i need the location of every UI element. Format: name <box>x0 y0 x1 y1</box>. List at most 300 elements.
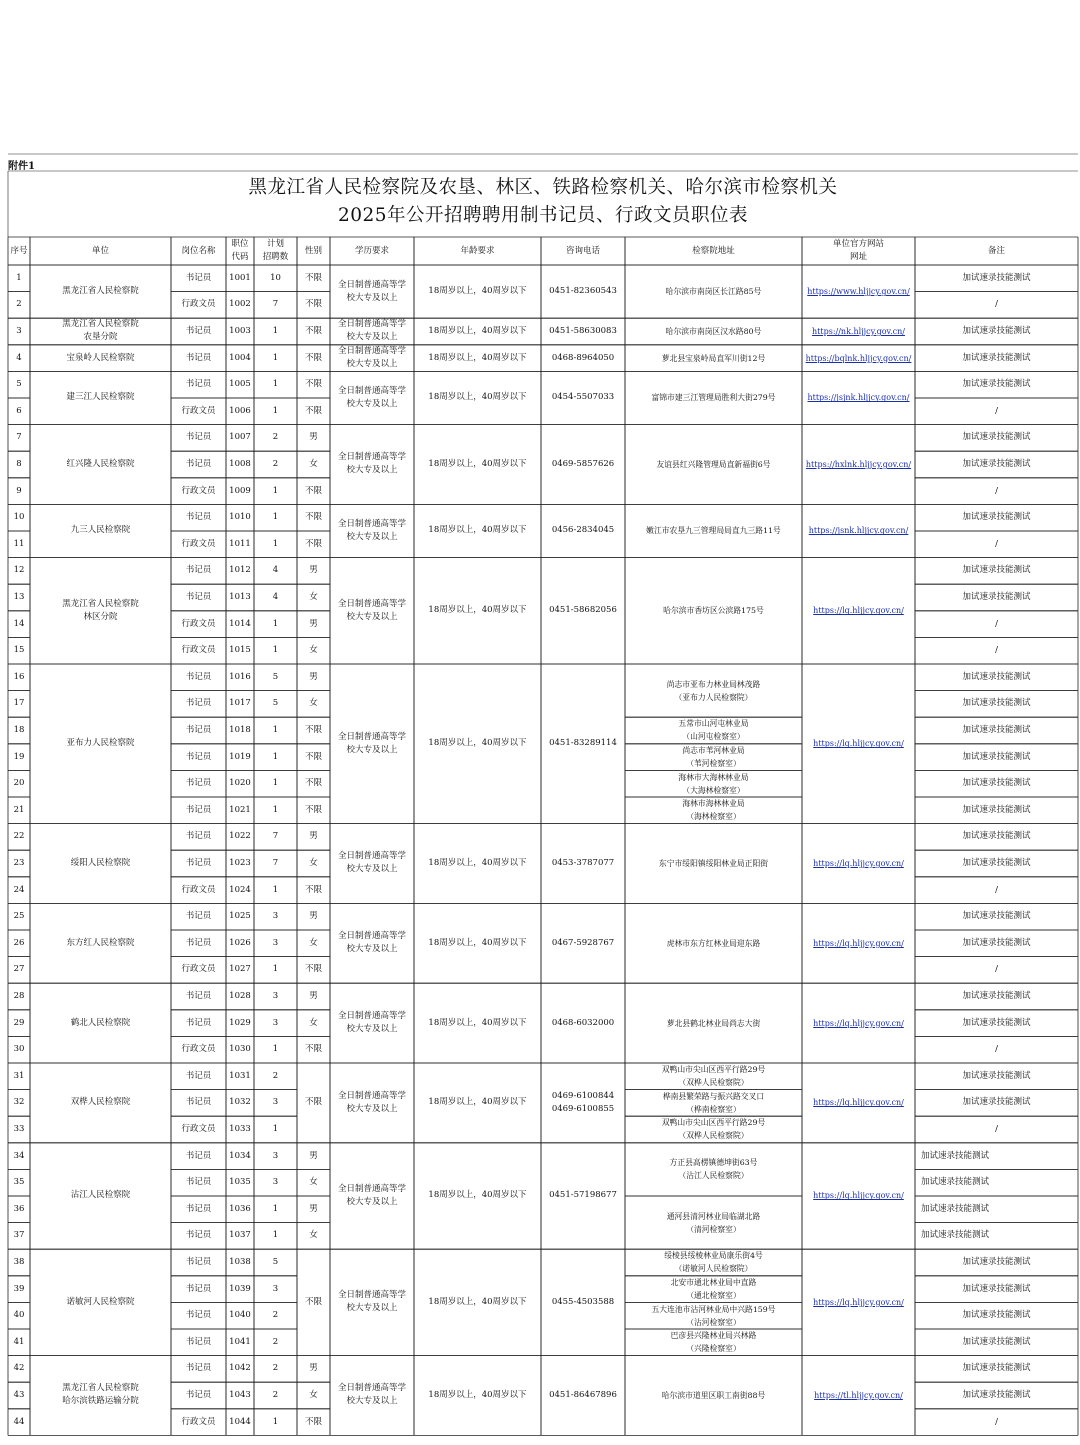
row-count: 7 <box>272 831 279 842</box>
row-code: 1030 <box>229 1044 251 1055</box>
unit-name: 红兴隆人民检察院 <box>66 458 135 469</box>
row-code: 1043 <box>229 1389 251 1400</box>
row-remark: 加试速录技能测试 <box>962 724 1031 735</box>
row-code: 1034 <box>229 1150 251 1161</box>
unit-name: 黑龙江省人民检察院 林区分院 <box>62 598 139 622</box>
contact-phone: 0451-58630083 <box>549 325 617 336</box>
contact-phone: 0455-4503588 <box>551 1296 615 1307</box>
row-position: 书记员 <box>185 1203 212 1214</box>
row-remark: 加试速录技能测试 <box>962 458 1031 469</box>
procuratorate-address: 海林市大海林林业局 （大海林检察室） <box>678 772 749 795</box>
row-sex: 女 <box>309 857 318 868</box>
row-seq: 27 <box>13 964 25 975</box>
age-requirement: 18周岁以上，40周岁以下 <box>428 857 527 868</box>
row-position: 书记员 <box>185 1283 212 1294</box>
row-count: 1 <box>272 485 279 496</box>
procuratorate-address: 海林市海林林业局 （海林检察室） <box>682 799 745 822</box>
row-position: 行政文员 <box>181 645 216 656</box>
row-seq: 3 <box>16 325 22 336</box>
contact-phone: 0467-5928767 <box>551 937 615 948</box>
row-seq: 14 <box>13 618 25 629</box>
row-position: 书记员 <box>185 911 212 922</box>
official-website-link[interactable]: https://lq.hljjcy.gov.cn/ <box>813 606 904 616</box>
row-position: 行政文员 <box>181 618 216 629</box>
row-remark: / <box>995 964 998 975</box>
official-website-link[interactable]: https://hxlnk.hljjcy.gov.cn/ <box>805 459 912 469</box>
contact-phone: 0454-5507033 <box>551 392 615 403</box>
row-position: 行政文员 <box>181 884 216 895</box>
row-seq: 8 <box>16 458 22 469</box>
row-seq: 34 <box>13 1150 25 1161</box>
official-website-link[interactable]: https://www.hljjcy.gov.cn/ <box>807 287 910 297</box>
row-code: 1009 <box>229 485 251 496</box>
official-website-link[interactable]: https://lq.hljjcy.gov.cn/ <box>813 739 904 749</box>
official-website-link[interactable]: https://lq.hljjcy.gov.cn/ <box>813 1297 904 1307</box>
procuratorate-address: 哈尔滨市道里区职工南街88号 <box>661 1390 766 1400</box>
row-code: 1018 <box>229 724 251 735</box>
row-position: 行政文员 <box>181 485 216 496</box>
row-seq: 30 <box>13 1044 25 1055</box>
row-remark: 加试速录技能测试 <box>962 1363 1031 1374</box>
header-seq: 序号 <box>10 245 28 256</box>
age-requirement: 18周岁以上，40周岁以下 <box>428 1389 527 1400</box>
education-requirement: 全日制普通高等学 校大专及以上 <box>337 851 406 875</box>
row-count: 1 <box>272 645 279 656</box>
row-position: 书记员 <box>185 990 212 1001</box>
contact-phone: 0453-3787077 <box>551 857 615 868</box>
row-count: 5 <box>272 1256 279 1267</box>
row-code: 1026 <box>229 937 251 948</box>
row-count: 3 <box>272 1017 279 1028</box>
row-remark: 加试速录技能测试 <box>962 804 1031 815</box>
row-code: 1029 <box>229 1017 251 1028</box>
procuratorate-address: 五大连池市沾河林业局中兴路159号 （沾河检察室） <box>651 1304 776 1327</box>
contact-phone: 0468-6032000 <box>551 1017 615 1028</box>
education-requirement: 全日制普通高等学 校大专及以上 <box>337 385 406 409</box>
row-code: 1025 <box>229 911 251 922</box>
row-count: 3 <box>272 1283 279 1294</box>
row-position: 书记员 <box>185 1389 212 1400</box>
row-count: 3 <box>272 937 279 948</box>
row-remark: / <box>995 405 998 416</box>
procuratorate-address: 五常市山河屯林业局 （山河屯检察室） <box>678 719 749 742</box>
procuratorate-address: 尚志市亚布力林业局林茂路 （亚布力人民检察院） <box>666 679 761 702</box>
row-count: 1 <box>272 778 279 789</box>
row-sex: 不限 <box>304 325 322 336</box>
row-sex: 不限 <box>304 379 322 390</box>
row-remark: 加试速录技能测试 <box>962 565 1031 576</box>
row-code: 1042 <box>229 1363 251 1374</box>
contact-phone: 0468-8964050 <box>551 352 615 363</box>
row-seq: 41 <box>13 1336 25 1347</box>
row-sex: 男 <box>309 831 318 842</box>
row-sex: 不限 <box>304 964 322 975</box>
row-count: 3 <box>272 990 279 1001</box>
row-remark: / <box>995 884 998 895</box>
official-website-link[interactable]: https://bqlnk.hljjcy.gov.cn/ <box>805 353 912 363</box>
row-count: 2 <box>272 1310 279 1321</box>
procuratorate-address: 巴彦县兴隆林业局兴林路 （兴隆检察室） <box>670 1331 757 1354</box>
row-count: 7 <box>272 857 279 868</box>
row-remark: 加试速录技能测试 <box>962 512 1031 523</box>
row-remark: 加试速录技能测试 <box>962 591 1031 602</box>
header-position: 岗位名称 <box>181 245 216 256</box>
row-remark: 加试速录技能测试 <box>962 831 1031 842</box>
row-remark: 加试速录技能测试 <box>962 911 1031 922</box>
unit-name: 东方红人民检察院 <box>66 937 135 948</box>
row-count: 10 <box>270 272 281 283</box>
row-seq: 17 <box>13 698 25 709</box>
procuratorate-address: 萝北县宝泉岭局直军川街12号 <box>661 353 766 363</box>
row-count: 4 <box>272 565 279 576</box>
row-position: 书记员 <box>185 1256 212 1267</box>
row-count: 1 <box>272 964 279 975</box>
row-remark: 加试速录技能测试 <box>962 778 1031 789</box>
row-code: 1041 <box>229 1336 251 1347</box>
contact-phone: 0451-58682056 <box>549 605 617 616</box>
contact-phone: 0451-57198677 <box>549 1190 617 1201</box>
row-position: 书记员 <box>185 458 212 469</box>
row-code: 1002 <box>229 299 251 310</box>
unit-name: 亚布力人民检察院 <box>66 738 135 749</box>
row-code: 1005 <box>229 379 251 390</box>
age-requirement: 18周岁以上，40周岁以下 <box>428 1190 527 1201</box>
row-position: 行政文员 <box>181 538 216 549</box>
row-remark: / <box>995 1123 998 1134</box>
row-count: 2 <box>272 1070 279 1081</box>
row-position: 书记员 <box>185 724 212 735</box>
row-sex: 女 <box>309 1230 318 1241</box>
unit-name: 黑龙江省人民检察院 哈尔滨铁路运输分院 <box>62 1383 139 1407</box>
row-position: 书记员 <box>185 698 212 709</box>
row-sex: 女 <box>309 645 318 656</box>
row-count: 3 <box>272 911 279 922</box>
row-sex: 不限 <box>304 352 322 363</box>
unit-name: 建三江人民检察院 <box>66 392 135 403</box>
row-seq: 2 <box>16 299 22 310</box>
row-seq: 6 <box>16 405 22 416</box>
header-phone: 咨询电话 <box>565 245 600 256</box>
row-remark: 加试速录技能测试 <box>921 1230 990 1241</box>
row-remark: 加试速录技能测试 <box>962 1017 1031 1028</box>
row-position: 行政文员 <box>181 1044 216 1055</box>
official-website-link[interactable]: https://jsjnk.hljjcy.gov.cn/ <box>807 393 910 403</box>
procuratorate-address: 哈尔滨市南岗区汉水路80号 <box>665 326 762 336</box>
education-requirement: 全日制普通高等学 校大专及以上 <box>337 1290 406 1314</box>
row-code: 1040 <box>229 1310 251 1321</box>
row-position: 书记员 <box>185 778 212 789</box>
row-remark: 加试速录技能测试 <box>962 432 1031 443</box>
row-sex: 不限 <box>304 884 322 895</box>
unit-name: 绥阳人民检察院 <box>70 857 131 868</box>
row-seq: 36 <box>13 1203 25 1214</box>
row-remark: 加试速录技能测试 <box>962 272 1031 283</box>
official-website-link[interactable]: https://lq.hljjcy.gov.cn/ <box>813 1098 904 1108</box>
row-remark: / <box>995 485 998 496</box>
row-seq: 38 <box>13 1256 25 1267</box>
row-remark: / <box>995 618 998 629</box>
row-code: 1010 <box>229 512 251 523</box>
procuratorate-address: 东宁市绥阳镇绥阳林业局正阳街 <box>658 858 769 868</box>
contact-phone: 0451-82360543 <box>549 286 617 297</box>
unit-name: 诺敏河人民检察院 <box>66 1296 135 1307</box>
row-position: 书记员 <box>185 1336 212 1347</box>
row-count: 1 <box>272 804 279 815</box>
row-seq: 15 <box>13 645 25 656</box>
header-remark: 备注 <box>987 245 1005 256</box>
row-position: 书记员 <box>185 671 212 682</box>
row-sex: 不限 <box>304 804 322 815</box>
education-requirement: 全日制普通高等学 校大专及以上 <box>337 279 406 303</box>
row-seq: 32 <box>13 1097 25 1108</box>
row-count: 4 <box>272 591 279 602</box>
row-remark: / <box>995 538 998 549</box>
row-sex: 不限 <box>304 405 322 416</box>
official-website-link[interactable]: https://lq.hljjcy.gov.cn/ <box>813 1191 904 1201</box>
row-position: 书记员 <box>185 831 212 842</box>
row-code: 1028 <box>229 990 251 1001</box>
row-count: 1 <box>272 512 279 523</box>
row-count: 2 <box>272 1336 279 1347</box>
row-count: 5 <box>272 698 279 709</box>
row-position: 书记员 <box>185 565 212 576</box>
row-count: 5 <box>272 671 279 682</box>
row-position: 书记员 <box>185 804 212 815</box>
row-position: 书记员 <box>185 1363 212 1374</box>
row-count: 2 <box>272 1389 279 1400</box>
procuratorate-address: 尚志市苇河林业局 （苇河检察室） <box>682 746 745 769</box>
row-sex: 女 <box>309 1389 318 1400</box>
age-requirement: 18周岁以上，40周岁以下 <box>428 1296 527 1307</box>
education-requirement: 全日制普通高等学 校大专及以上 <box>337 518 406 542</box>
row-remark: 加试速录技能测试 <box>962 1283 1031 1294</box>
row-position: 书记员 <box>185 272 212 283</box>
procuratorate-address: 萝北县鹤北林业局尚志大街 <box>666 1018 761 1028</box>
age-requirement: 18周岁以上，40周岁以下 <box>428 325 527 336</box>
procuratorate-address: 富锦市建三江管理局胜利大街279号 <box>651 393 776 403</box>
age-requirement: 18周岁以上，40周岁以下 <box>428 738 527 749</box>
row-seq: 31 <box>13 1070 25 1081</box>
row-seq: 35 <box>13 1177 25 1188</box>
education-requirement: 全日制普通高等学 校大专及以上 <box>337 931 406 955</box>
row-position: 书记员 <box>185 1230 212 1241</box>
row-sex: 不限 <box>304 1296 322 1307</box>
row-sex: 女 <box>309 1017 318 1028</box>
row-count: 2 <box>272 1363 279 1374</box>
row-sex: 男 <box>309 565 318 576</box>
unit-name: 黑龙江省人民检察院 <box>62 286 139 297</box>
contact-phone: 0469-6100844 0469-6100855 <box>551 1090 615 1114</box>
row-sex: 男 <box>309 911 318 922</box>
row-sex: 男 <box>309 671 318 682</box>
row-position: 书记员 <box>185 1097 212 1108</box>
row-position: 书记员 <box>185 591 212 602</box>
unit-name: 黑龙江省人民检察院 农垦分院 <box>62 319 139 343</box>
row-remark: / <box>995 645 998 656</box>
row-code: 1033 <box>229 1123 251 1134</box>
row-count: 1 <box>272 1123 279 1134</box>
education-requirement: 全日制普通高等学 校大专及以上 <box>337 1090 406 1114</box>
row-seq: 16 <box>13 671 25 682</box>
attachment-label: 附件1 <box>8 161 35 172</box>
row-count: 1 <box>272 352 279 363</box>
education-requirement: 全日制普通高等学 校大专及以上 <box>337 1011 406 1035</box>
row-code: 1021 <box>229 804 251 815</box>
education-requirement: 全日制普通高等学 校大专及以上 <box>337 319 406 343</box>
row-position: 书记员 <box>185 1070 212 1081</box>
header-code: 职位 代码 <box>231 239 249 262</box>
contact-phone: 0451-86467896 <box>549 1389 617 1400</box>
row-count: 1 <box>272 538 279 549</box>
row-seq: 21 <box>13 804 25 815</box>
row-count: 7 <box>272 299 279 310</box>
row-remark: / <box>995 1416 998 1427</box>
row-code: 1022 <box>229 831 251 842</box>
row-position: 书记员 <box>185 1310 212 1321</box>
row-remark: 加试速录技能测试 <box>962 698 1031 709</box>
row-count: 1 <box>272 405 279 416</box>
row-count: 1 <box>272 1230 279 1241</box>
row-code: 1004 <box>229 352 251 363</box>
education-requirement: 全日制普通高等学 校大专及以上 <box>337 452 406 476</box>
education-requirement: 全日制普通高等学 校大专及以上 <box>337 1383 406 1407</box>
row-sex: 不限 <box>304 1097 322 1108</box>
row-count: 1 <box>272 1044 279 1055</box>
procuratorate-address: 方正县高楞镇德坤街63号 （沾江人民检察院） <box>669 1158 758 1181</box>
row-code: 1027 <box>229 964 251 975</box>
row-remark: 加试速录技能测试 <box>962 1256 1031 1267</box>
contact-phone: 0451-83289114 <box>549 738 617 749</box>
row-count: 1 <box>272 325 279 336</box>
official-website-link[interactable]: https://lq.hljjcy.gov.cn/ <box>813 938 904 948</box>
row-sex: 女 <box>309 591 318 602</box>
row-seq: 33 <box>13 1123 25 1134</box>
row-code: 1039 <box>229 1283 251 1294</box>
row-code: 1014 <box>229 618 251 629</box>
row-remark: / <box>995 1044 998 1055</box>
row-seq: 1 <box>16 272 22 283</box>
age-requirement: 18周岁以上，40周岁以下 <box>428 392 527 403</box>
row-count: 1 <box>272 884 279 895</box>
row-remark: 加试速录技能测试 <box>962 1070 1031 1081</box>
row-sex: 不限 <box>304 1416 322 1427</box>
row-seq: 26 <box>13 937 25 948</box>
row-count: 3 <box>272 1177 279 1188</box>
row-sex: 女 <box>309 458 318 469</box>
row-code: 1031 <box>229 1070 251 1081</box>
row-remark: 加试速录技能测试 <box>962 1336 1031 1347</box>
age-requirement: 18周岁以上，40周岁以下 <box>428 525 527 536</box>
row-seq: 20 <box>13 778 25 789</box>
row-seq: 39 <box>13 1283 25 1294</box>
row-sex: 不限 <box>304 724 322 735</box>
row-sex: 不限 <box>304 778 322 789</box>
title-line-2: 2025年公开招聘聘用制书记员、行政文员职位表 <box>337 205 749 226</box>
row-count: 2 <box>272 458 279 469</box>
procuratorate-address: 北安市通北林业局中直路 （通北检察室） <box>670 1278 757 1301</box>
age-requirement: 18周岁以上，40周岁以下 <box>428 352 527 363</box>
row-sex: 男 <box>309 1203 318 1214</box>
row-sex: 女 <box>309 1177 318 1188</box>
official-website-link[interactable]: https://nk.hljjcy.gov.cn/ <box>812 326 905 336</box>
education-requirement: 全日制普通高等学 校大专及以上 <box>337 598 406 622</box>
header-sex: 性别 <box>304 245 322 256</box>
row-remark: 加试速录技能测试 <box>921 1150 990 1161</box>
row-code: 1019 <box>229 751 251 762</box>
row-code: 1044 <box>229 1416 251 1427</box>
header-unit: 单位 <box>91 245 109 256</box>
row-seq: 28 <box>13 990 25 1001</box>
row-seq: 4 <box>16 352 22 363</box>
official-website-link[interactable]: https://jsnk.hljjcy.gov.cn/ <box>808 526 909 536</box>
row-position: 行政文员 <box>181 1123 216 1134</box>
row-remark: 加试速录技能测试 <box>921 1203 990 1214</box>
row-sex: 男 <box>309 618 318 629</box>
row-remark: 加试速录技能测试 <box>962 1389 1031 1400</box>
row-seq: 25 <box>13 911 25 922</box>
row-count: 2 <box>272 432 279 443</box>
age-requirement: 18周岁以上，40周岁以下 <box>428 458 527 469</box>
header-education: 学历要求 <box>354 245 389 256</box>
row-position: 书记员 <box>185 325 212 336</box>
title-line-1: 黑龙江省人民检察院及农垦、林区、铁路检察机关、哈尔滨市检察机关 <box>248 177 838 198</box>
row-remark: 加试速录技能测试 <box>962 671 1031 682</box>
row-position: 行政文员 <box>181 405 216 416</box>
row-seq: 22 <box>13 831 25 842</box>
row-seq: 11 <box>13 538 25 549</box>
row-count: 1 <box>272 724 279 735</box>
row-code: 1006 <box>229 405 251 416</box>
row-code: 1008 <box>229 458 251 469</box>
row-remark: 加试速录技能测试 <box>962 751 1031 762</box>
row-sex: 不限 <box>304 512 322 523</box>
education-requirement: 全日制普通高等学 校大专及以上 <box>337 346 406 370</box>
row-position: 书记员 <box>185 1177 212 1188</box>
row-count: 1 <box>272 1416 279 1427</box>
row-position: 书记员 <box>185 379 212 390</box>
row-position: 行政文员 <box>181 1416 216 1427</box>
row-code: 1036 <box>229 1203 251 1214</box>
age-requirement: 18周岁以上，40周岁以下 <box>428 1097 527 1108</box>
procuratorate-address: 哈尔滨市南岗区长江路85号 <box>665 287 762 297</box>
row-position: 书记员 <box>185 352 212 363</box>
row-remark: 加试速录技能测试 <box>962 937 1031 948</box>
procuratorate-address: 嫩江市农垦九三管理局局直九三路11号 <box>646 526 781 536</box>
row-seq: 12 <box>13 565 25 576</box>
row-sex: 不限 <box>304 751 322 762</box>
procuratorate-address: 绥棱县绥棱林业局康乐街4号 （诺敏河人民检察院） <box>664 1251 763 1274</box>
contact-phone: 0469-5857626 <box>551 458 615 469</box>
official-website-link[interactable]: https://lq.hljjcy.gov.cn/ <box>813 1018 904 1028</box>
procuratorate-address: 虎林市东方红林业局迎东路 <box>666 938 761 948</box>
row-count: 1 <box>272 618 279 629</box>
age-requirement: 18周岁以上，40周岁以下 <box>428 605 527 616</box>
official-website-link[interactable]: https://lq.hljjcy.gov.cn/ <box>813 858 904 868</box>
row-count: 3 <box>272 1150 279 1161</box>
row-remark: 加试速录技能测试 <box>921 1177 990 1188</box>
official-website-link[interactable]: https://tl.hljjcy.gov.cn/ <box>814 1390 903 1400</box>
row-code: 1024 <box>229 884 251 895</box>
education-requirement: 全日制普通高等学 校大专及以上 <box>337 1183 406 1207</box>
unit-name: 宝泉岭人民检察院 <box>66 352 135 363</box>
row-sex: 不限 <box>304 485 322 496</box>
row-sex: 男 <box>309 1363 318 1374</box>
header-website: 单位官方网站 网址 <box>832 239 884 262</box>
row-code: 1001 <box>229 272 251 283</box>
unit-name: 鹤北人民检察院 <box>70 1017 131 1028</box>
row-remark: 加试速录技能测试 <box>962 325 1031 336</box>
row-seq: 13 <box>13 591 25 602</box>
